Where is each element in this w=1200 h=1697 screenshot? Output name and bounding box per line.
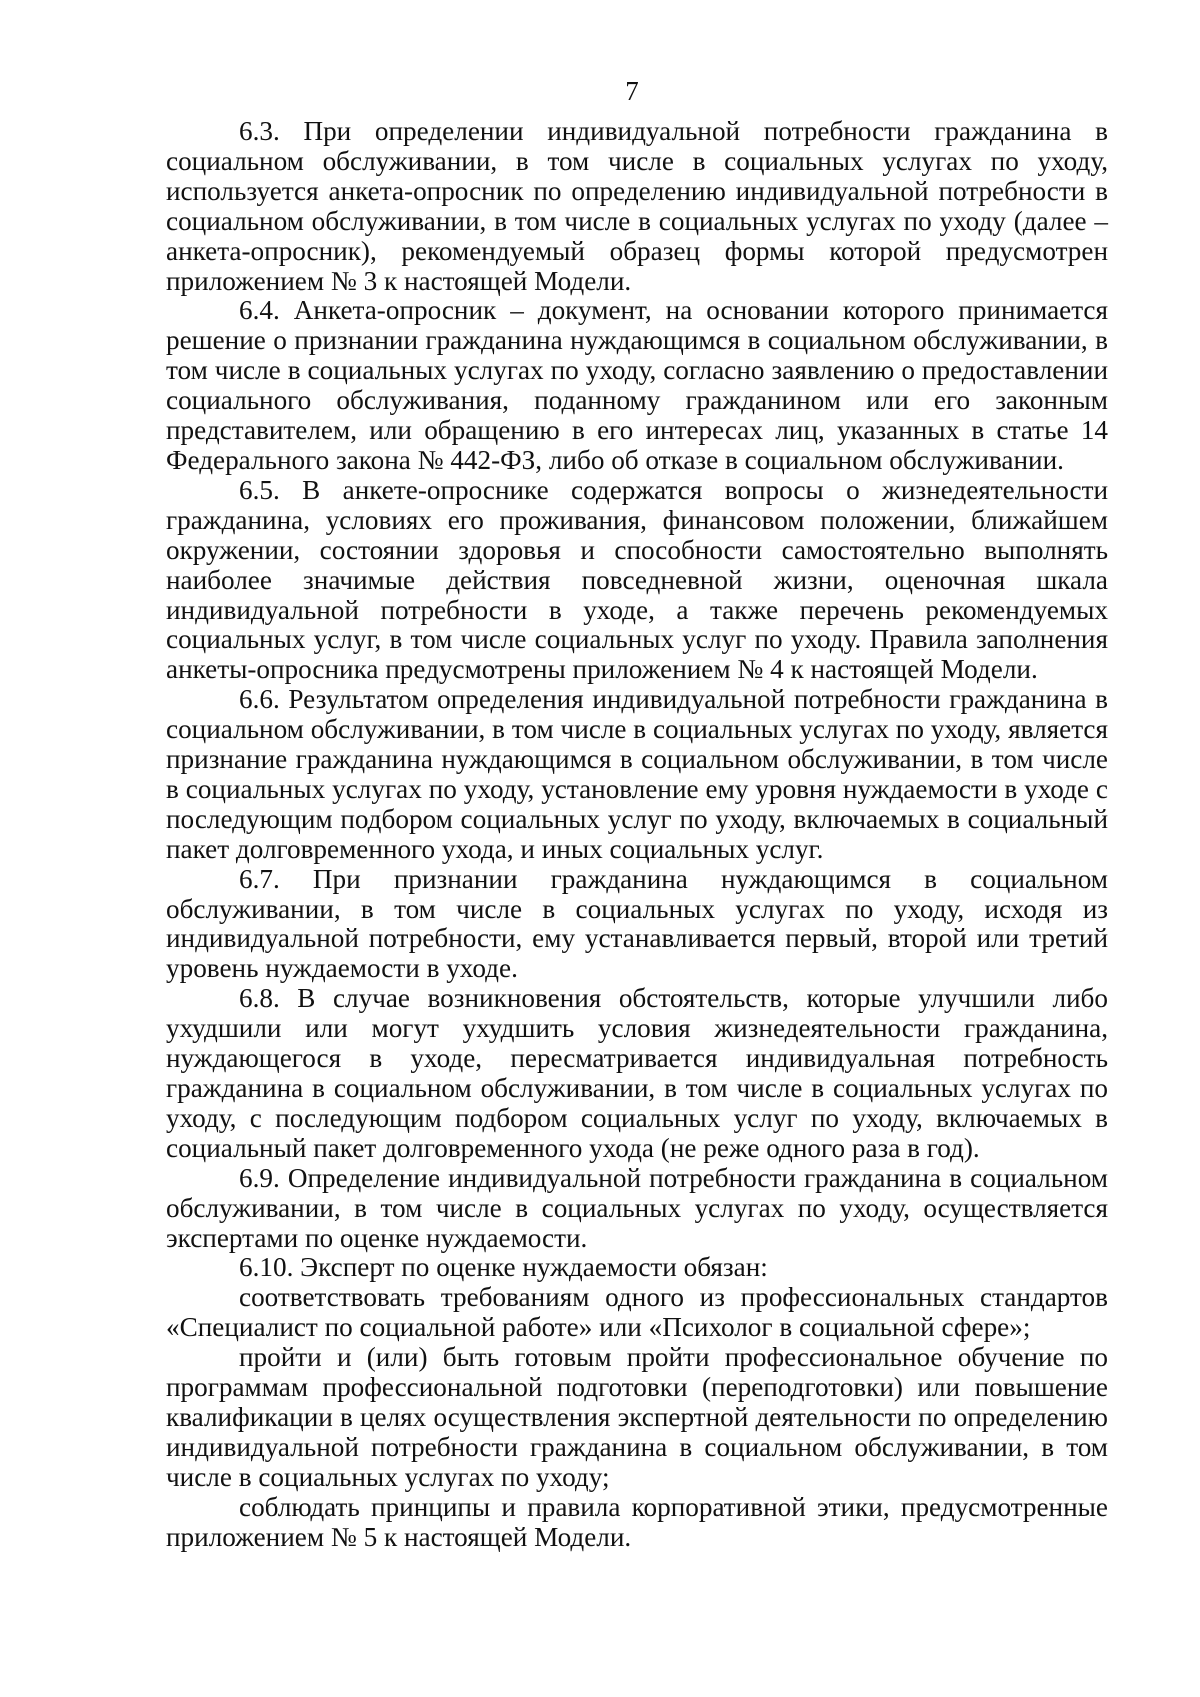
list-item-standards: соответствовать требованиям одного из профессиональных стандартов «Специалист по социальной работе» или «Психолог в социальной сфере»; xyxy=(166,1282,1108,1343)
paragraph-6-5: 6.5. В анкете-опроснике содержатся вопросы о жизнедеятельности гражданина, условиях его проживания, финансовом положении, ближайшем окружении, состоянии здоровья и способности самостоятельно выполнять наиболее значимые действия повседневной жизни, оценочная шкала индивидуальной потребности в уходе, а также перечень рекомендуемых социальных услуг, в том числе социальных услуг по уходу. Правила заполнения анкеты-опросника предусмотрены приложением № 4 к настоящей Модели. xyxy=(166,474,1108,685)
paragraph-6-7: 6.7. При признании гражданина нуждающимся в социальном обслуживании, в том числе в социальных услугах по уходу, исходя из индивидуальной потребности, ему устанавливается первый, второй или третий уровень нуждаемости в уходе. xyxy=(166,863,1108,984)
paragraph-6-3: 6.3. При определении индивидуальной потребности гражданина в социальном обслуживании, в том числе в социальных услугах по уходу, используется анкета-опросник по определению индивидуальной потребности в социальном обслуживании, в том числе в социальных услугах по уходу (далее – анкета-опросник), рекомендуемый образец формы которой предусмотрен приложением № 3 к настоящей Модели. xyxy=(166,116,1108,296)
list-item-training: пройти и (или) быть готовым пройти профессиональное обучение по программам профессиональной подготовки (переподготовки) или повышение квалификации в целях осуществления экспертной деятельности по определению индивидуальной потребности гражданина в социальном обслуживании, в том числе в социальных услугах по уходу; xyxy=(166,1342,1108,1492)
list-item-ethics: соблюдать принципы и правила корпоративной этики, предусмотренные приложением № 5 к настоящей Модели. xyxy=(166,1491,1108,1552)
document-body xyxy=(166,117,1108,1553)
paragraph-6-8: 6.8. В случае возникновения обстоятельств, которые улучшили либо ухудшили или могут ухудшить условия жизнедеятельности гражданина, нуждающегося в уходе, пересматривается индивидуальная потребность гражданина в социальном обслуживании, в том числе в социальных услугах по уходу, с последующим подбором социальных услуг по уходу, включаемых в социальный пакет долговременного ухода (не реже одного раза в год). xyxy=(166,983,1108,1163)
paragraph-6-9: 6.9. Определение индивидуальной потребности гражданина в социальном обслуживании, в том числе в социальных услугах по уходу, осуществляется экспертами по оценке нуждаемости. xyxy=(166,1162,1108,1253)
paragraph-6-10: 6.10. Эксперт по оценке нуждаемости обязан: xyxy=(239,1252,768,1283)
paragraph-6-4: 6.4. Анкета-опросник – документ, на основании которого принимается решение о признании гражданина нуждающимся в социальном обслуживании, в том числе в социальных услугах по уходу, согласно заявлению о предоставлении социального обслуживания, поданному гражданином или его законным представителем, или обращению в его интересах лиц, указанных в статье 14 Федерального закона № 442-ФЗ, либо об отказе в социальном обслуживании. xyxy=(166,295,1108,475)
page-number: 7 xyxy=(625,76,639,106)
paragraph-6-6: 6.6. Результатом определения индивидуальной потребности гражданина в социальном обслуживании, в том числе в социальных услугах по уходу, является признание гражданина нуждающимся в социальном обслуживании, в том числе в социальных услугах по уходу, установление ему уровня нуждаемости в уходе с последующим подбором социальных услуг по уходу, включаемых в социальный пакет долговременного ухода, и иных социальных услуг. xyxy=(166,684,1108,864)
